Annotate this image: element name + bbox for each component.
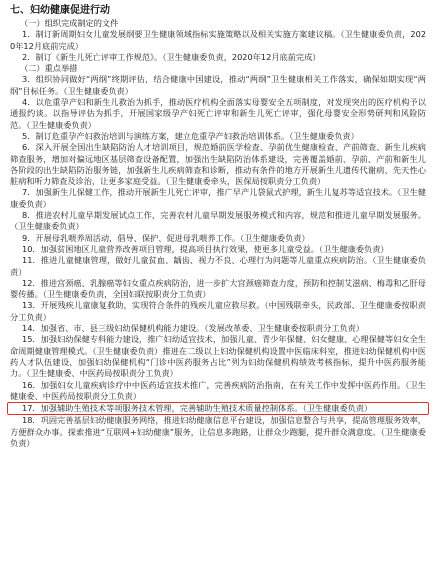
paragraph-item-8: 8．推进农村儿童早期发展试点工作，完善农村儿童早期发展服务模式和内容，规范和推进儿童早期发展服务。（卫生健康委负责） (10, 210, 426, 232)
paragraph-item-12: 12．推进宫颈癌、乳腺癌等妇女重点疾病防治，进一步扩大宫颈癌筛查力度，预防和控制艾滋病、梅毒和乙肝母婴传播。（卫生健康委负责，全国妇联按职责分工负责） (10, 277, 426, 300)
paragraph-item-18: 18．巩固完善基层妇幼健康服务网络，推进妇幼健康信息平台建设，加强信息整合与共享，提高管理服务效率，方便群众办事。探索推进“互联网+妇幼健康”服务，让信息多跑路，让群众少跑腿，提升群众满意度。（卫生健康委负责） (10, 415, 426, 448)
paragraph-item-10: 10．加强贫困地区儿童营养改善项目管理，提高项目执行效果，使更多儿童受益。（卫生健康委负责） (22, 243, 389, 254)
paragraph-item-9: 9．开展母乳喂养周活动，倡导、保护、促进母乳喂养工作。（卫生健康委负责） (22, 232, 310, 243)
paragraph-item-14: 14．加强省、市、县三级妇幼保健机构能力建设。（发展改革委、卫生健康委按职责分工负责） (22, 323, 365, 334)
paragraph-item-4: 4．以危重孕产妇和新生儿救治为抓手，推动医疗机构全面落实母婴安全五项制度，对发现突出的医疗机构予以通报约谈。以指导评估为抓手，开展国家级孕产妇死亡评审和新生儿死亡评审，强化母婴安全形势研判和风险防范。（卫生健康委负责） (10, 97, 426, 130)
paragraph-item-17: 17．加强辅助生殖技术等项服务技术管理，完善辅助生殖技术质量控制体系。（卫生健康委负责） (22, 403, 373, 414)
paragraph-item-1: 1．制订新周期妇女儿童发展纲要卫生健康领域指标实施策略以及相关实施方案建议稿。（卫生健康委负责，2020年12月底前完成） (10, 29, 426, 51)
section-heading-documents: （一）组织完成制定的文件 (20, 18, 119, 28)
paragraph-item-11: 11．推进儿童健康管理，做好儿童贫血、龋齿、视力不良、心理行为问题等儿童重点疾病防治。（卫生健康委负责） (10, 255, 426, 277)
paragraph-item-13: 13．开展残疾儿童康复救助，实现符合条件的残疾儿童应救尽救。（中国残联牵头，民政部、卫生健康委按职责分工负责） (10, 300, 426, 322)
paragraph-item-7: 7．加强新生儿保健工作，推动开展新生儿死亡评审，推广早产儿袋鼠式护理，新生儿复苏等适宜技术。（卫生健康委负责） (10, 187, 426, 209)
section-heading-measures: （二）重点举措 (20, 63, 78, 74)
paragraph-item-3: 3．组织协同做好“两纲”终期评估，结合健康中国建设，推动“两纲”卫生健康相关工作落实，确保如期实现“两纲”目标任务。（卫生健康委负责） (10, 74, 426, 96)
paragraph-item-15: 15．加强妇幼保健专科能力建设，推广妇幼适宜技术，加强儿童、青少年保健、妇女健康、心理保健等妇女全生命周期健康管理模式。（卫生健康委负责）推进在二级以上妇幼保健机构设置中医临床科室，推进妇幼保健机构中医药人才队伍建设，加强妇幼保健机构“门诊中医药服务占比”列为妇幼保健机构绩效考核指标，提升中医药服务能力。（卫生健康委、中医药局按职责分工负责） (10, 334, 426, 379)
paragraph-item-5: 5．制订危重孕产妇救治培训与演练方案，建立危重孕产妇救治培训体系。（卫生健康委负责） (22, 130, 359, 141)
paragraph-item-2: 2．制订《新生儿死亡评审工作规范》。（卫生健康委负责，2020年12月底前完成） (22, 51, 321, 62)
paragraph-item-6: 6．深入开展全国出生缺陷防治人才培训项目，规范婚前医学检查、孕前优生健康检查、产前筛查、新生儿疾病筛查服务，增加对偏远地区基层筛查设备配置，加强出生缺陷防治体系建设，完善覆盖婚前、孕前、产前和新生儿各阶段的出生缺陷防治服务链，加强新生儿疾病筛查和诊断，推动有条件的地方开展新生儿遗传代谢病、先天性心脏病和听力筛查及诊治，让更多家庭受益。（卫生健康委牵头，医保局按职责分工负责） (10, 142, 426, 187)
paragraph-item-16: 16．加强妇女儿童疾病诊疗中中医药适宜技术推广，完善疾病防治指南，在有关工作中发挥中医药作用。（卫生健康委、中医药局按职责分工负责） (10, 379, 426, 401)
chapter-heading: 七、妇幼健康促进行动 (10, 5, 110, 16)
highlight-box (7, 402, 429, 415)
